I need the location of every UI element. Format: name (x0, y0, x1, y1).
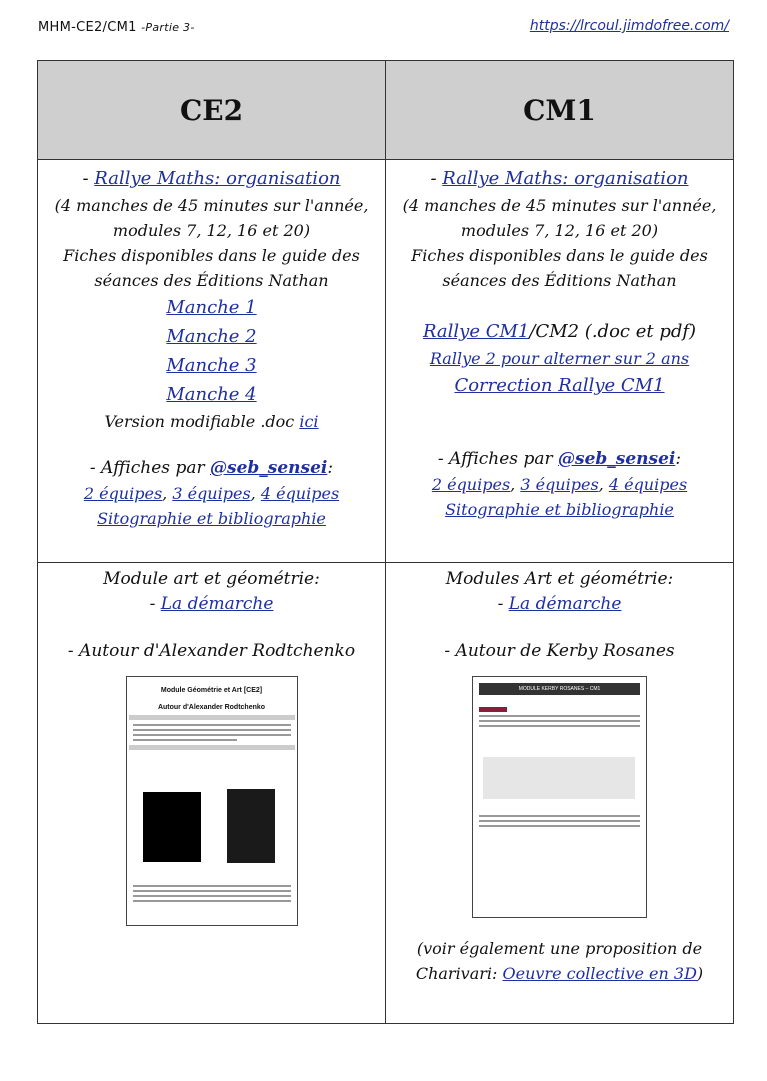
autour-text: - Autour de Kerby Rosanes (444, 641, 675, 661)
rallye-organisation-link[interactable]: Rallye Maths: organisation (442, 168, 689, 189)
doc-text-line (479, 825, 640, 827)
voir-text: (voir également une proposition de (416, 939, 703, 958)
equipes-4-link[interactable]: 4 équipes (608, 475, 688, 494)
doc-text-line (133, 724, 291, 726)
kerby-sketches-image (483, 757, 635, 799)
equipes-3-link[interactable]: 3 équipes (520, 475, 599, 494)
doc-section-marker (479, 707, 507, 712)
demarche-link[interactable]: La démarche (160, 594, 274, 614)
equipes-4-link[interactable]: 4 équipes (260, 484, 340, 503)
doc-text-line (479, 820, 640, 822)
sitographie-link[interactable]: Sitographie et bibliographie (97, 509, 326, 528)
charivari-text: Charivari: (415, 964, 503, 983)
header-url-link[interactable]: https://lrcoul.jimdofree.com/ (529, 18, 729, 34)
seb-sensei-link[interactable]: @seb_sensei (558, 449, 676, 469)
doc-title-bar: MODULE KERBY ROSANES – CM1 (479, 683, 640, 695)
doc-text-line (133, 895, 291, 897)
rallye-desc: Fiches disponibles dans le guide des (411, 246, 708, 265)
rallye-cm2-text: /CM2 (.doc et pdf) (529, 321, 697, 342)
doc-title: Module Géométrie et Art [CE2] (160, 687, 263, 694)
manche-4-link[interactable]: Manche 4 (166, 384, 257, 405)
rallye-desc: Fiches disponibles dans le guide des (63, 246, 360, 265)
column-title-ce2: CE2 (179, 93, 244, 127)
cm1-rallye-cell: - Rallye Maths: organisation (4 manches de 45 minutes sur l'année, modules 7, 12, 16 et 20) Fiches disponibles dans le guide des séances des Éditions Nathan Rallye CM1/CM2 (.doc et pdf) Rallye 2 pour alterner sur 2 ans Correction Rallye CM1 - Affiches par @seb_sensei: 2 équipes, 3 équipes, 4 équipes Sitographie et bibliographie (386, 160, 734, 563)
cm1-art-cell: Modules Art et géométrie: - La démarche - Autour de Kerby Rosanes MODULE KERBY ROSANES – CM1 (voir également une proposition de Charivari: Oeuvre collective en 3D) (386, 563, 734, 1024)
manche-1-link[interactable]: Manche 1 (166, 297, 257, 318)
header-code: MHM-CE2/CM1 (38, 20, 137, 35)
rallye-desc: séances des Éditions Nathan (442, 271, 677, 290)
doc-text-line (133, 739, 237, 741)
rallye-organisation-link[interactable]: Rallye Maths: organisation (94, 168, 341, 189)
doc-text-line (479, 720, 640, 722)
manche-2-link[interactable]: Manche 2 (166, 326, 257, 347)
column-header-ce2 (38, 61, 386, 160)
demarche-link[interactable]: La démarche (508, 594, 622, 614)
sitographie-link[interactable]: Sitographie et bibliographie (445, 500, 674, 519)
closing-paren: ) (696, 964, 704, 983)
doc-section-bar (129, 715, 295, 720)
ici-link[interactable]: ici (299, 412, 319, 431)
doc-text-line (133, 890, 291, 892)
affiches-text: - Affiches par (437, 449, 558, 469)
doc-text-line (479, 725, 640, 727)
seb-sensei-link[interactable]: @seb_sensei (210, 458, 328, 478)
equipes-2-link[interactable]: 2 équipes (83, 484, 163, 503)
doc-text-line (479, 715, 640, 717)
equipes-2-link[interactable]: 2 équipes (431, 475, 511, 494)
rodtchenko-artwork-2 (227, 789, 275, 863)
header-part: -Partie 3- (141, 21, 195, 34)
rodtchenko-artwork-1 (143, 792, 201, 862)
affiches-text: - Affiches par (89, 458, 210, 478)
doc-text-line (479, 815, 640, 817)
version-text: Version modifiable .doc (104, 412, 300, 431)
ce2-rallye-cell: - Rallye Maths: organisation (4 manches de 45 minutes sur l'année, modules 7, 12, 16 et 20) Fiches disponibles dans le guide des séances des Éditions Nathan Manche 1 Manche 2 Manche 3 Manche 4 Version modifiable .doc ici - Affiches par @seb_sensei: 2 équipes, 3 équipes, 4 équipes Sitographie et bibliographie (38, 160, 386, 563)
doc-section-bar (129, 745, 295, 750)
doc-text-line (133, 885, 291, 887)
doc-text-line (133, 729, 291, 731)
rallye-desc: (4 manches de 45 minutes sur l'année, (54, 196, 369, 215)
rodtchenko-document-thumbnail[interactable] (126, 676, 298, 926)
rallye-cm1-link[interactable]: Rallye CM1 (422, 321, 530, 342)
doc-subtitle: Autour d'Alexander Rodtchenko (157, 704, 266, 711)
equipes-3-link[interactable]: 3 équipes (172, 484, 251, 503)
rallye-alterner-link[interactable]: Rallye 2 pour alterner sur 2 ans (429, 349, 690, 368)
ce2-art-cell: Module art et géométrie: - La démarche - Autour d'Alexander Rodtchenko Module Géométrie et Art [CE2] Autour d'Alexander Rodtchenko (38, 563, 386, 1024)
module-title: Modules Art et géométrie: (445, 569, 674, 589)
doc-text-line (133, 734, 291, 736)
correction-rallye-link[interactable]: Correction Rallye CM1 (454, 375, 665, 396)
column-header-cm1 (386, 61, 734, 160)
manche-3-link[interactable]: Manche 3 (166, 355, 257, 376)
module-title: Module art et géométrie: (103, 569, 320, 589)
header-title (38, 20, 195, 35)
column-title-cm1: CM1 (523, 93, 596, 127)
kerby-rosanes-document-thumbnail[interactable] (472, 676, 647, 918)
doc-text-line (133, 900, 291, 902)
content-table (37, 60, 734, 1024)
autour-text: - Autour d'Alexander Rodtchenko (67, 641, 356, 661)
rallye-desc: modules 7, 12, 16 et 20) (112, 221, 311, 240)
oeuvre-collective-link[interactable]: Oeuvre collective en 3D (502, 964, 697, 983)
rallye-desc: (4 manches de 45 minutes sur l'année, (402, 196, 717, 215)
rallye-desc: séances des Éditions Nathan (94, 271, 329, 290)
rallye-desc: modules 7, 12, 16 et 20) (460, 221, 659, 240)
